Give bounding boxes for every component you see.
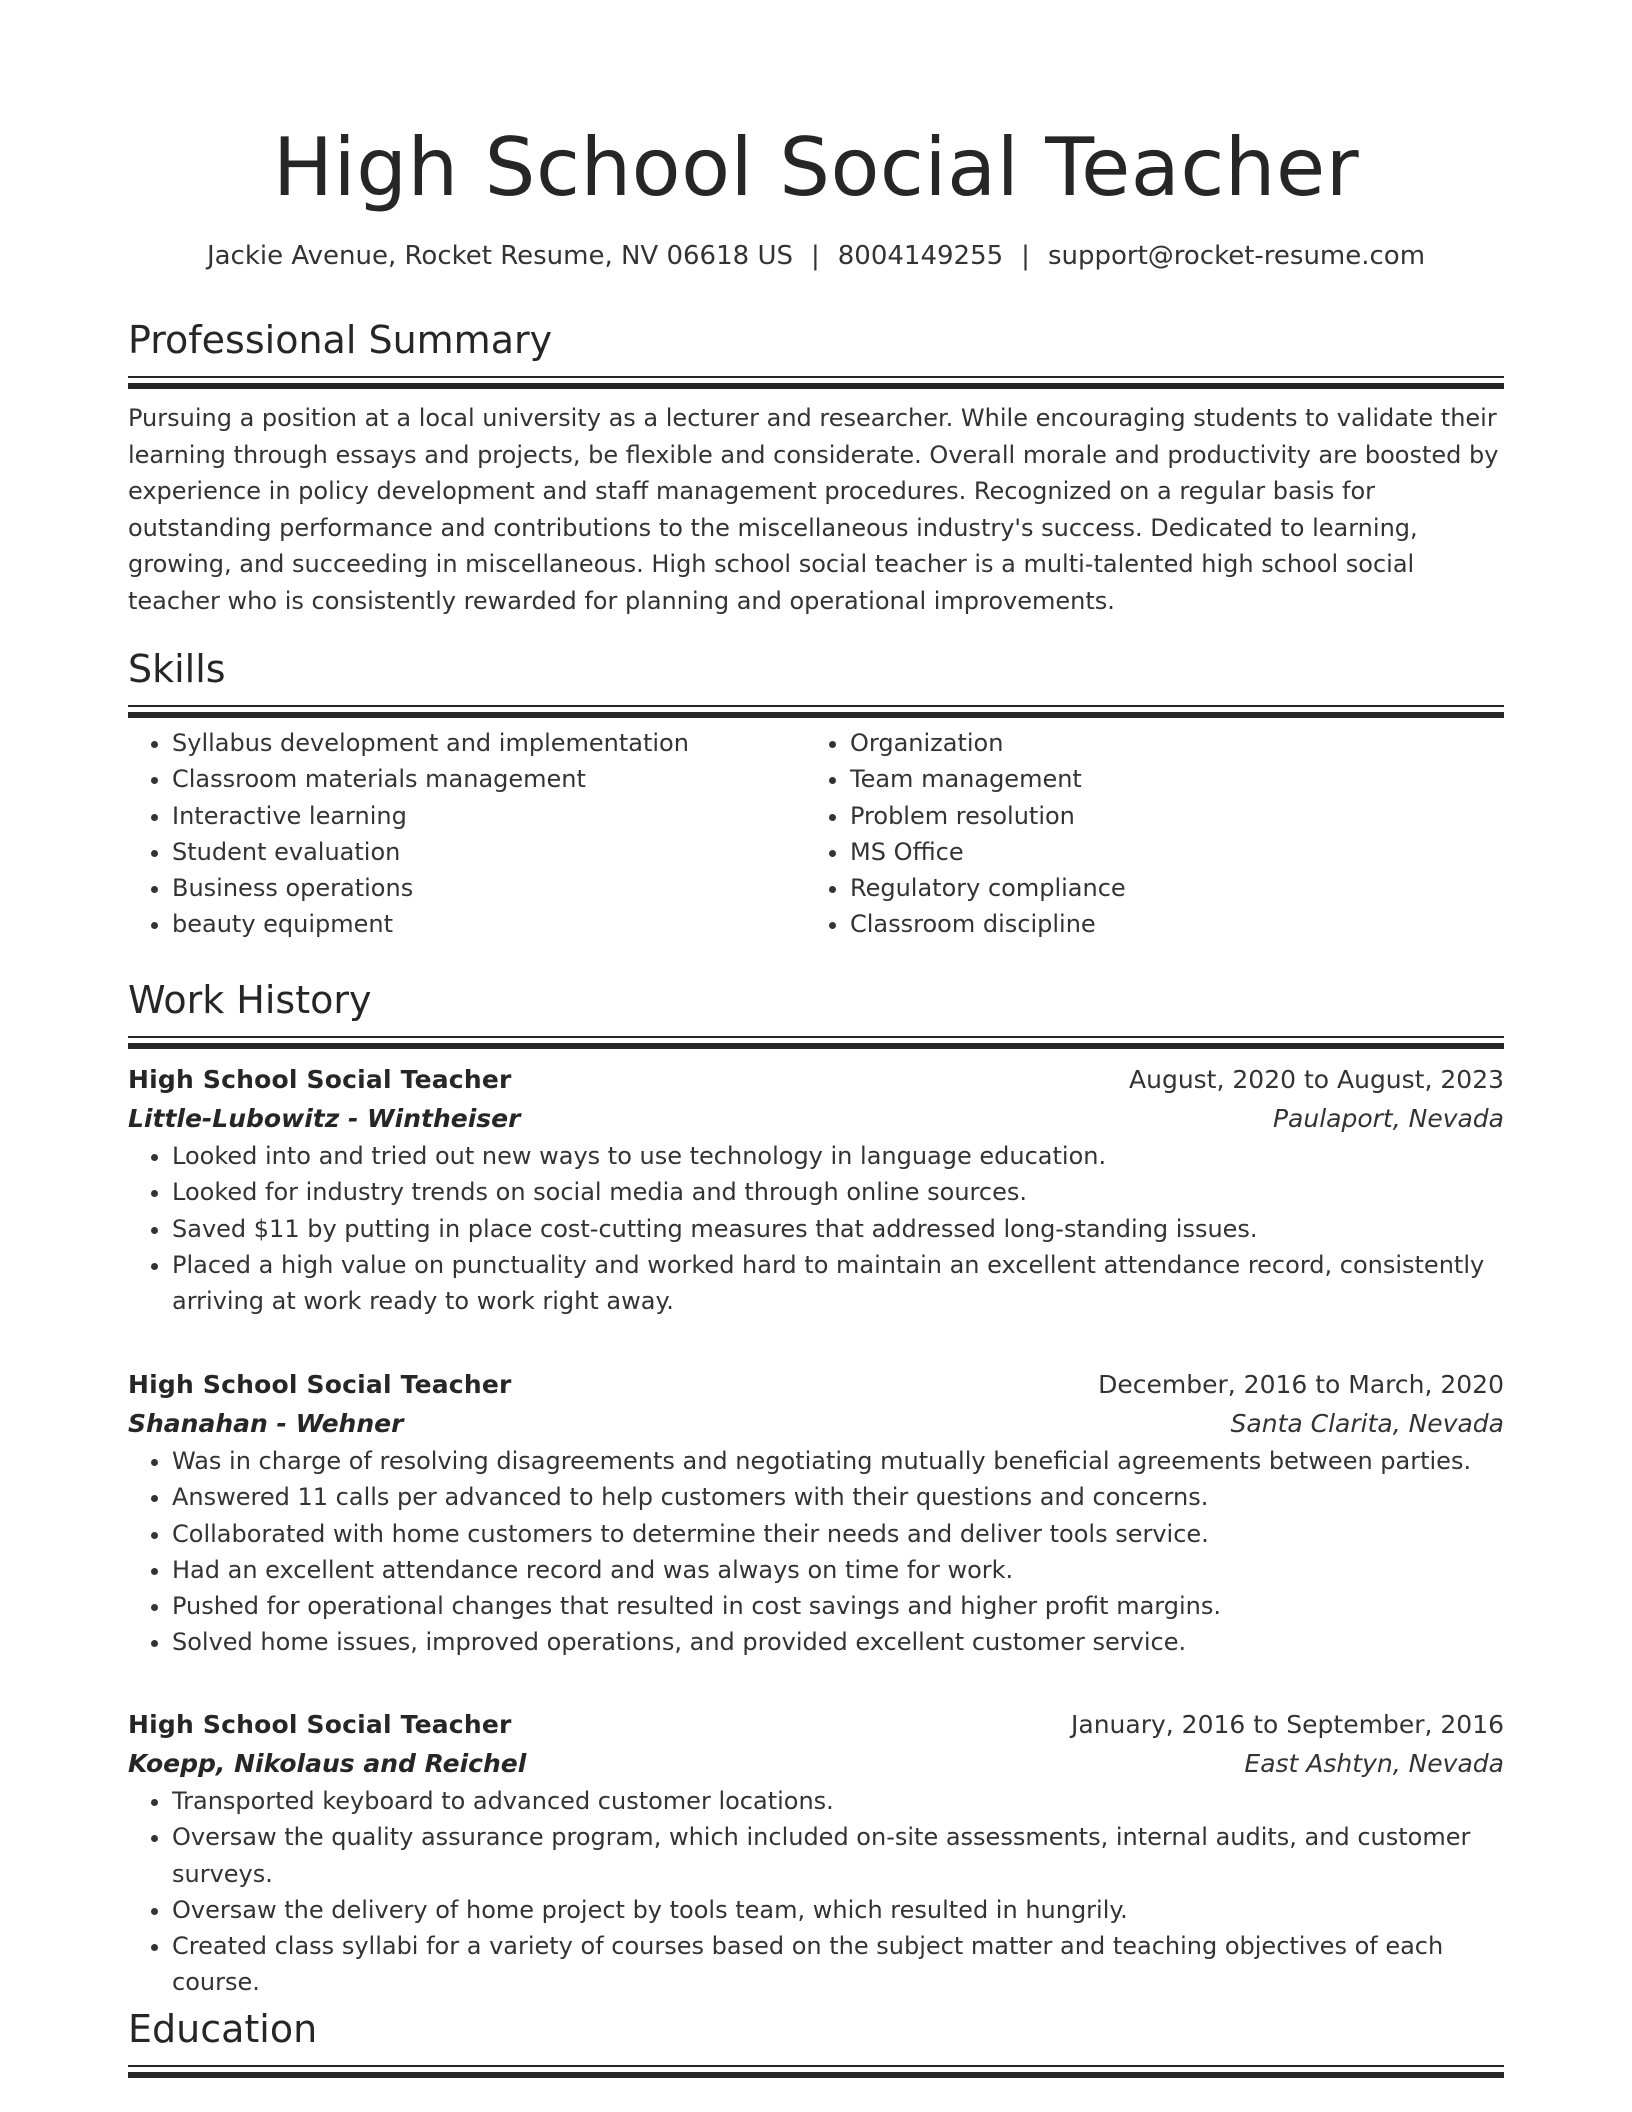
job-company: Koepp, Nikolaus and Reichel [128,1749,527,1778]
job-location: Paulaport, Nevada [1272,1104,1504,1133]
skill-item: • Student evaluation [172,834,806,870]
job-bullet: • Had an excellent attendance record and was always on time for work. [172,1552,1504,1588]
job-header [128,1060,1504,1100]
summary-text: Pursuing a position at a local university as a lecturer and researcher. While encouraging students to validate their learning through essays and projects, be flexible and considerate. Overall morale and productivity are boosted by experience in policy development and staff management procedures. Recognized on a regular basis for outstanding performance and contributions to the miscellaneous industry's success. Dedicated to learning, growing, and succeeding in miscellaneous. High school social teacher is a multi-talented high school social teacher who is consistently rewarded for planning and operational improvements. [128,404,1499,615]
job-bullet: • Created class syllabi for a variety of courses based on the subject matter and teaching objectives of each course. [172,1928,1504,2001]
section-divider [128,2065,1504,2067]
contact-separator: | [1021,241,1030,271]
skill-item: • Regulatory compliance [850,870,1504,906]
contact-address: Jackie Avenue, Rocket Resume, NV 06618 US [206,241,793,271]
job-bullet: • Pushed for operational changes that resulted in cost savings and higher profit margins. [172,1588,1504,1624]
job-company: Shanahan - Wehner [128,1409,404,1438]
job-bullets [128,1783,1504,2001]
job-bullet: • Looked into and tried out new ways to use technology in language education. [172,1138,1504,1174]
section-divider [128,376,1504,378]
job-title: High School Social Teacher [128,1065,512,1094]
skills-heading: Skills [128,647,226,691]
job-bullet: • Looked for industry trends on social media and through online sources. [172,1174,1504,1210]
skill-item: • Syllabus development and implementation [172,725,806,761]
skills-list-left [128,725,806,943]
skill-item: • Organization [850,725,1504,761]
education-section [128,2005,1504,2067]
skill-item: • Classroom materials management [172,761,806,797]
work-history-heading: Work History [128,978,372,1022]
skill-item: • Classroom discipline [850,906,1504,942]
job-bullet: • Oversaw the delivery of home project by tools team, which resulted in hungrily. [172,1892,1504,1928]
job-dates: January, 2016 to September, 2016 [1071,1710,1504,1739]
skill-item: • Team management [850,761,1504,797]
skills-grid [128,725,1504,943]
job-dates: December, 2016 to March, 2020 [1098,1370,1504,1399]
skill-item: • Interactive learning [172,798,806,834]
contact-separator: | [810,241,820,271]
job-bullet: • Oversaw the quality assurance program, which included on-site assessments, internal audits, and customer surveys. [172,1819,1504,1892]
job-bullet: • Answered 11 calls per advanced to help customers with their questions and concerns. [172,1479,1504,1515]
job-title: High School Social Teacher [128,1710,512,1739]
summary-section [128,316,1504,619]
skills-section [128,645,1504,943]
job-dates: August, 2020 to August, 2023 [1129,1065,1504,1094]
job-bullet: • Was in charge of resolving disagreements and negotiating mutually beneficial agreements between parties. [172,1443,1504,1479]
skill-item: • Problem resolution [850,798,1504,834]
skill-item: • beauty equipment [172,906,806,942]
job-subheader [128,1745,1504,1783]
job-bullet: • Placed a high value on punctuality and worked hard to maintain an excellent attendance record, consistently arriving at work ready to work right away. [172,1247,1504,1320]
education-heading: Education [128,2007,318,2051]
job-entry [128,1365,1504,1661]
job-bullet: • Saved $11 by putting in place cost-cutting measures that addressed long-standing issues. [172,1211,1504,1247]
job-title: High School Social Teacher [128,1370,512,1399]
skill-item: • MS Office [850,834,1504,870]
job-bullet: • Transported keyboard to advanced customer locations. [172,1783,1504,1819]
work-history-section [128,976,1504,1038]
job-bullets [128,1138,1504,1319]
job-bullet: • Solved home issues, improved operations, and provided excellent customer service. [172,1624,1504,1660]
job-header [128,1705,1504,1745]
section-divider [128,1036,1504,1038]
job-location: Santa Clarita, Nevada [1230,1409,1504,1438]
contact-email[interactable]: support@rocket-resume.com [1047,241,1426,271]
job-bullets [128,1443,1504,1661]
section-divider [128,705,1504,707]
skills-list-right [806,725,1504,943]
job-company: Little-Lubowitz - Wintheiser [128,1104,521,1133]
job-entry [128,1705,1504,2001]
contact-line [0,238,1632,274]
job-entry [128,1060,1504,1319]
job-location: East Ashtyn, Nevada [1244,1749,1504,1778]
job-header [128,1365,1504,1405]
job-bullet: • Collaborated with home customers to determine their needs and deliver tools service. [172,1516,1504,1552]
resume-title: High School Social Teacher [272,121,1360,214]
job-subheader [128,1405,1504,1443]
skill-item: • Business operations [172,870,806,906]
contact-phone: 8004149255 [837,241,1004,271]
job-subheader [128,1100,1504,1138]
summary-heading: Professional Summary [128,318,553,362]
